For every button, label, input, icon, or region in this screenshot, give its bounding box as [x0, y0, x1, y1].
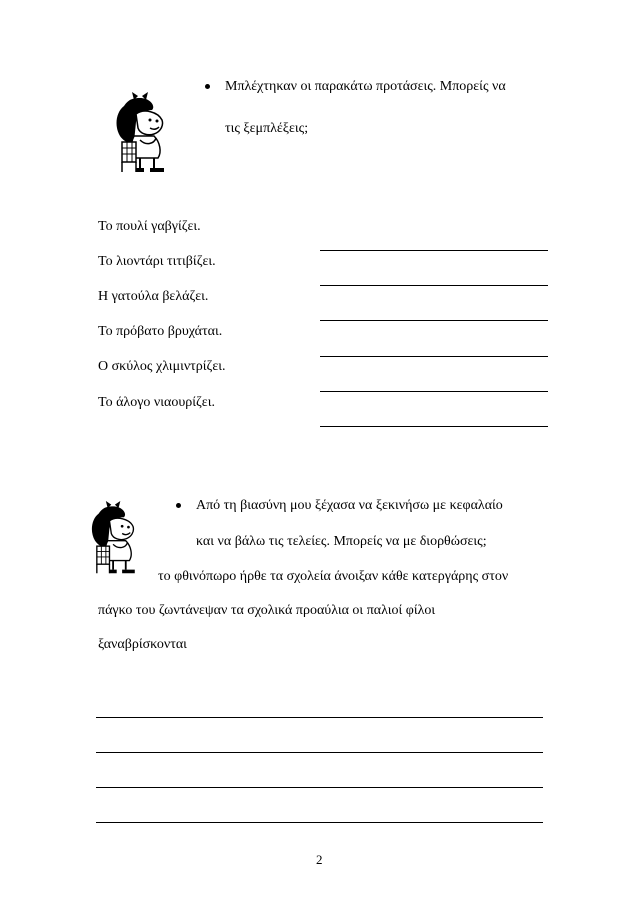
answer-line-2[interactable] — [320, 285, 548, 286]
writing-line-3[interactable] — [96, 787, 543, 788]
sentence-5: Ο σκύλος χλιμιντρίζει. — [98, 359, 226, 374]
cartoon-girl-icon — [86, 498, 142, 578]
bullet-icon — [205, 84, 210, 89]
section2-instruction-line1: Από τη βιασύνη μου ξέχασα να ξεκινήσω με κεφαλαίο — [196, 498, 503, 513]
answer-line-3[interactable] — [320, 320, 548, 321]
writing-line-2[interactable] — [96, 752, 543, 753]
answer-line-5[interactable] — [320, 391, 548, 392]
section2-instruction-line2: και να βάλω τις τελείες. Μπορείς να με διορθώσεις; — [196, 534, 487, 549]
writing-line-4[interactable] — [96, 822, 543, 823]
sentence-3: Η γατούλα βελάζει. — [98, 289, 209, 304]
bullet-icon — [176, 503, 181, 508]
section1-instruction-line1: Μπλέχτηκαν οι παρακάτω προτάσεις. Μπορείς να — [225, 79, 506, 94]
sentence-2: Το λιοντάρι τιτιβίζει. — [98, 254, 216, 269]
answer-line-6[interactable] — [320, 426, 548, 427]
sentence-1: Το πουλί γαβγίζει. — [98, 219, 201, 234]
writing-line-1[interactable] — [96, 717, 543, 718]
sentence-4: Το πρόβατο βρυχάται. — [98, 324, 223, 339]
section1-instruction-line2: τις ξεμπλέξεις; — [225, 121, 309, 136]
answer-line-4[interactable] — [320, 356, 548, 357]
cartoon-girl-icon — [110, 92, 172, 174]
section2-text-line3: ξαναβρίσκονται — [98, 637, 187, 652]
section2-text-line1: το φθινόπωρο ήρθε τα σχολεία άνοιξαν κάθε κατεργάρης στον — [158, 569, 509, 584]
section2-text-line2: πάγκο του ζωντάνεψαν τα σχολικά προαύλια οι παλιοί φίλοι — [98, 603, 436, 618]
page-number: 2 — [316, 852, 323, 867]
sentence-6: Το άλογο νιαουρίζει. — [98, 395, 215, 410]
answer-line-1[interactable] — [320, 250, 548, 251]
